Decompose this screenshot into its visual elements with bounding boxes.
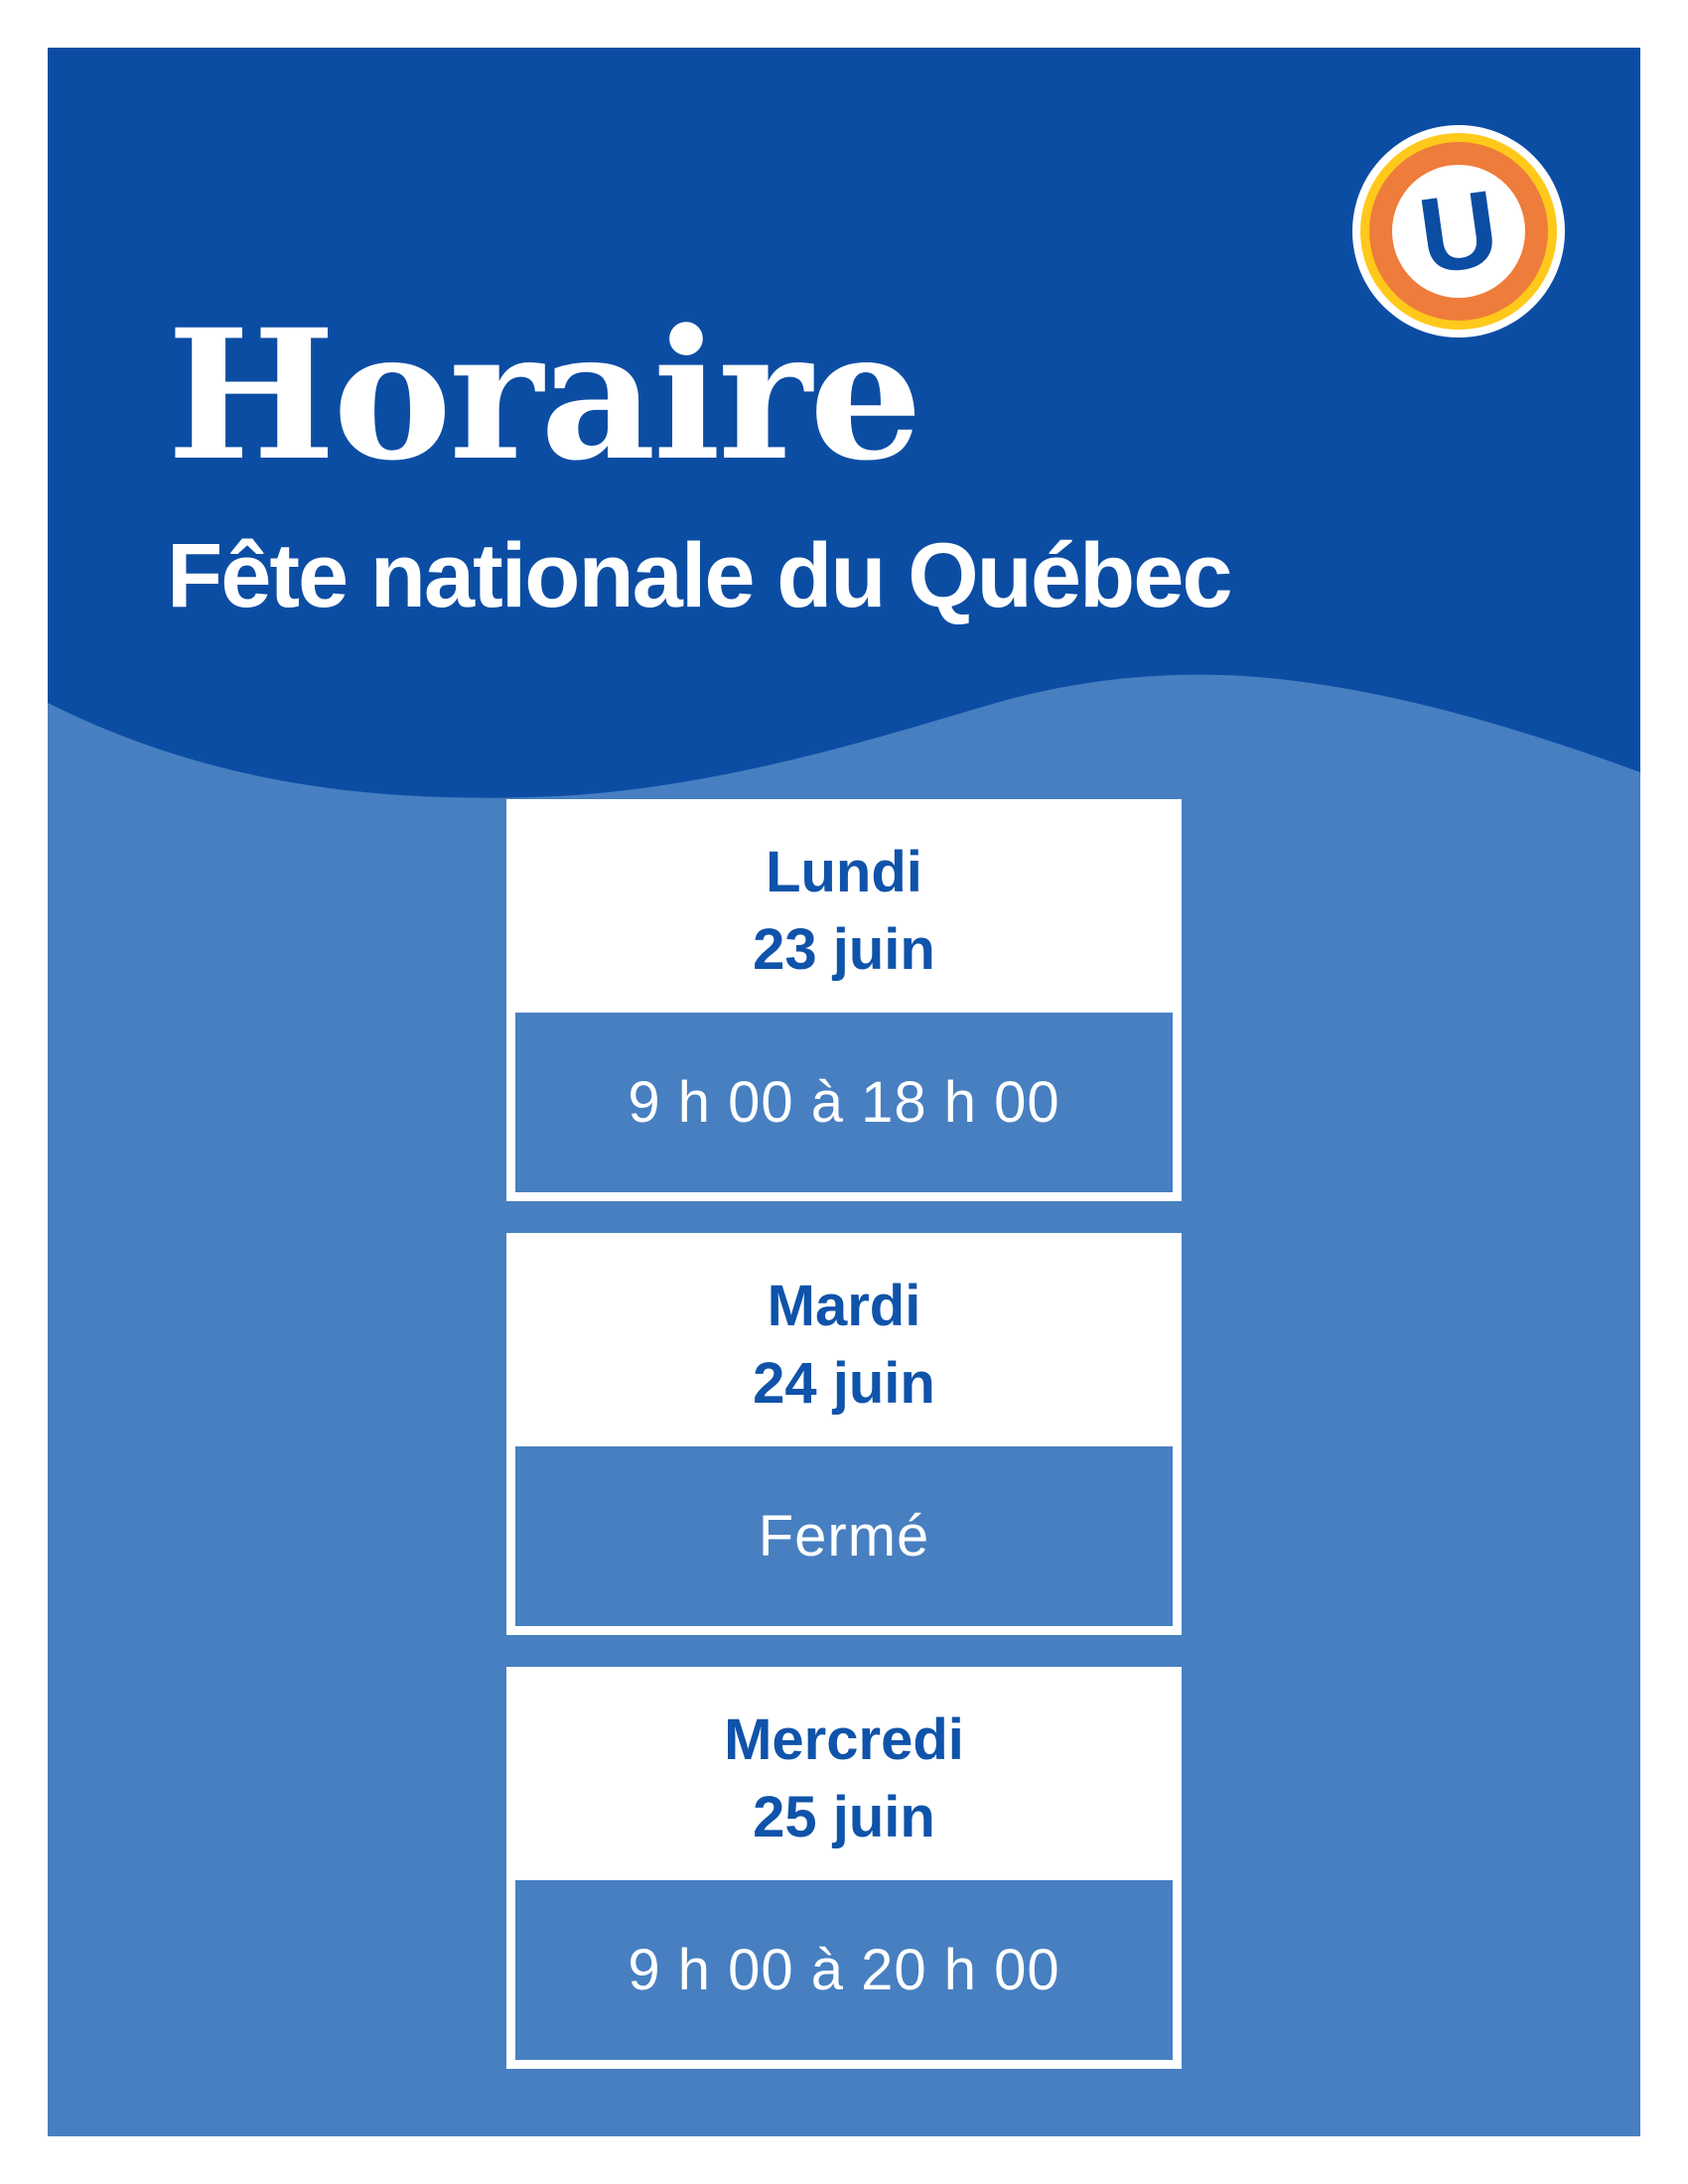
schedule-card-monday	[506, 799, 1182, 1201]
card-day-section	[515, 1233, 1173, 1446]
page-title: Horaire	[167, 291, 920, 500]
schedule-list	[506, 799, 1182, 2069]
card-date-label: 25 juin	[753, 1784, 935, 1849]
card-hours-section	[515, 1446, 1173, 1626]
card-day-label: Lundi	[766, 839, 922, 904]
card-day-label: Mardi	[767, 1273, 921, 1338]
schedule-card-wednesday	[506, 1667, 1182, 2069]
card-hours-section	[515, 1880, 1173, 2060]
logo-letter-u: U	[1412, 167, 1506, 297]
card-hours-label: Fermé	[758, 1504, 930, 1569]
card-day-label: Mercredi	[724, 1706, 964, 1772]
card-hours-section	[515, 1013, 1173, 1192]
card-date-label: 23 juin	[753, 916, 935, 982]
brand-logo	[1310, 82, 1608, 380]
page-subtitle: Fête nationale du Québec	[167, 525, 1231, 626]
card-hours-label: 9 h 00 à 18 h 00	[628, 1070, 1060, 1135]
card-date-label: 24 juin	[753, 1350, 935, 1416]
card-day-section	[515, 1667, 1173, 1880]
poster-content	[48, 48, 1640, 2136]
card-hours-label: 9 h 00 à 20 h 00	[628, 1938, 1060, 2002]
card-day-section	[515, 799, 1173, 1013]
schedule-card-tuesday	[506, 1233, 1182, 1635]
